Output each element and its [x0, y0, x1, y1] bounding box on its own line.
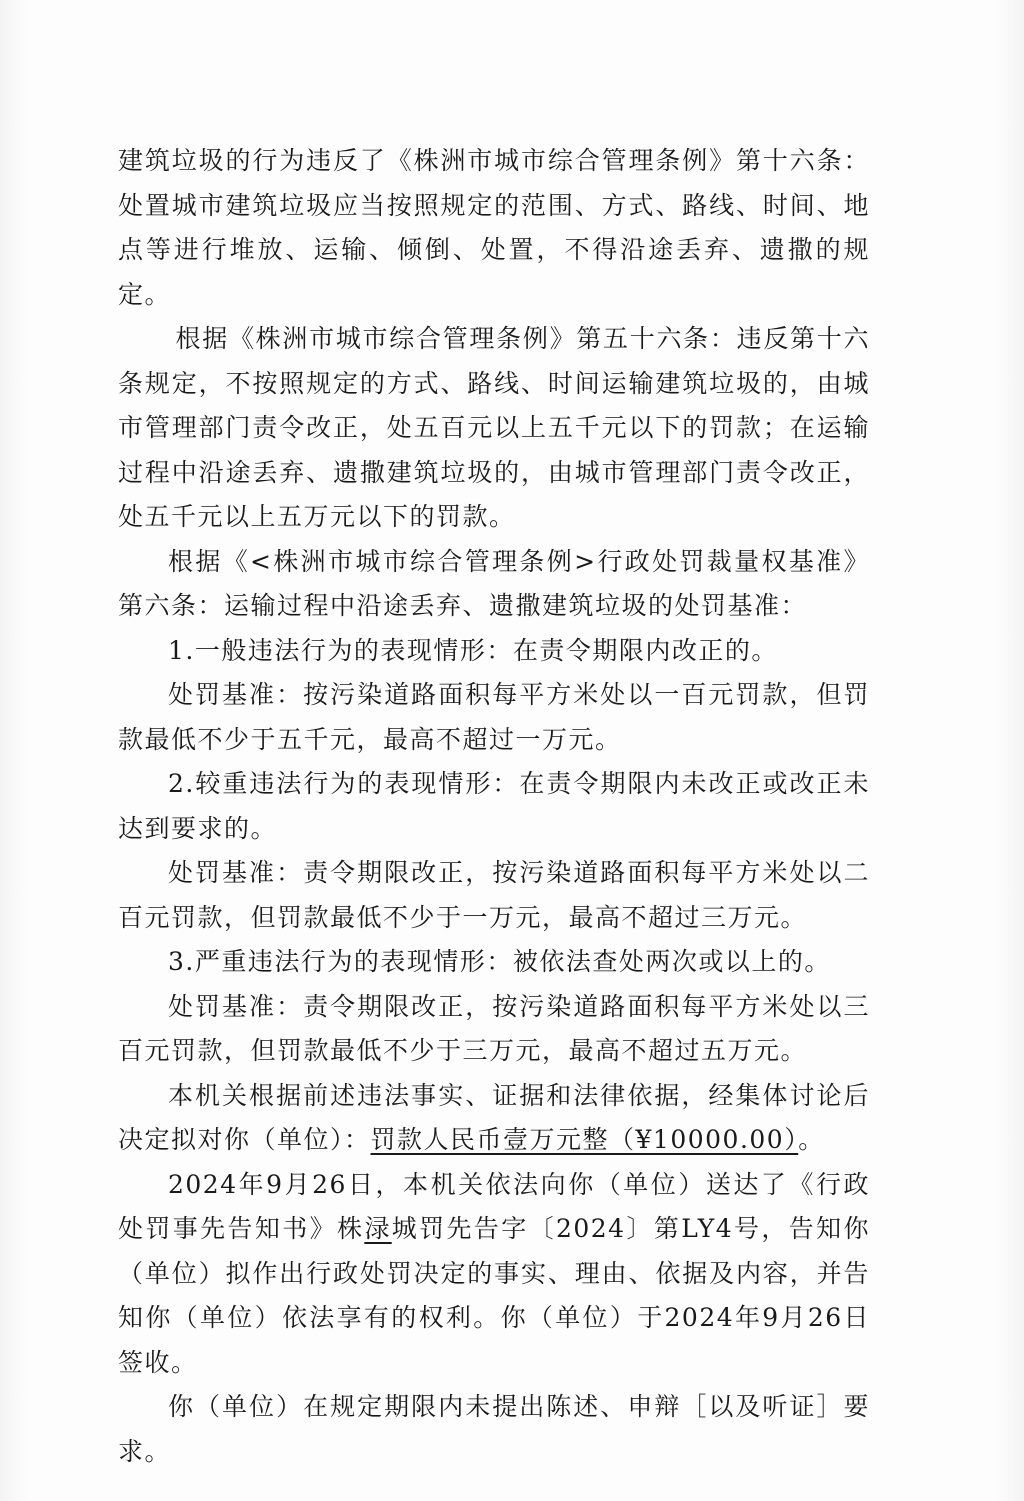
paragraph-severe-penalty: 处罚基准：责令期限改正，按污染道路面积每平方米处以三百元罚款，但罚款最低不少于三万元，最高不超过五万元。: [118, 991, 870, 1065]
decision-end: 。: [798, 1125, 825, 1154]
paragraph-decision: [118, 1074, 870, 1163]
paragraph-serious-penalty: 处罚基准：责令期限改正，按污染道路面积每平方米处以二百元罚款，但罚款最低不少于一万元，最高不超过三万元。: [118, 858, 870, 932]
paragraph-severe-violation: 3.严重违法行为的表现情形：被依法查处两次或以上的。: [168, 947, 831, 976]
paragraph-general-violation: 1.一般违法行为的表现情形：在责令期限内改正的。: [168, 635, 778, 665]
district-code: 渌: [364, 1214, 392, 1243]
notice-text-a: 2024年9月26日，本机关依法向你（单位）送达了《行政处罚事先告知书》株: [118, 1169, 870, 1243]
paragraph-discretion-standard: 根据《<株洲市城市综合管理条例>行政处罚裁量权基准》第六条：运输过程中沿途丢弃、遗撒建筑垃圾的处罚基准：: [118, 546, 870, 620]
notice-text-b: 城罚先告字〔2024〕第LY4号，告知你（单位）拟作出行政处罚决定的事实、理由、依据及内容，并告知你（单位）依法享有的权利。你（单位）于2024年9月26日签收。: [118, 1214, 870, 1377]
paragraph-general-penalty: 处罚基准：按污染道路面积每平方米处以一百元罚款，但罚款最低不少于五千元，最高不超过一万元。: [118, 680, 870, 754]
document-body: [118, 139, 870, 1474]
paragraph-serious-violation: 2.较重违法行为的表现情形：在责令期限内未改正或改正未达到要求的。: [118, 769, 870, 843]
paragraph-no-defense: 你（单位）在规定期限内未提出陈述、申辩［以及听证］要求。: [118, 1392, 870, 1466]
decision-text: 本机关根据前述违法事实、证据和法律依据，经集体讨论后决定拟对你（单位）：: [118, 1080, 870, 1154]
paragraph-violation: 建筑垃圾的行为违反了《株洲市城市综合管理条例》第十六条：处置城市建筑垃圾应当按照规定的范围、方式、路线、时间、地点等进行堆放、运输、倾倒、处置，不得沿途丢弃、遗撒的规定。: [118, 146, 870, 309]
penalty-amount: 罚款人民币壹万元整（¥10000.00）: [370, 1125, 799, 1154]
paragraph-legal-basis: 根据《株洲市城市综合管理条例》第五十六条：违反第十六条规定，不按照规定的方式、路线、时间运输建筑垃圾的，由城市管理部门责令改正，处五百元以上五千元以下的罚款；在运输过程中沿途丢弃、遗撒建筑垃圾的，由城市管理部门责令改正，处五千元以上五万元以下的罚款。: [118, 324, 870, 531]
paragraph-notice-delivery: [118, 1163, 870, 1386]
